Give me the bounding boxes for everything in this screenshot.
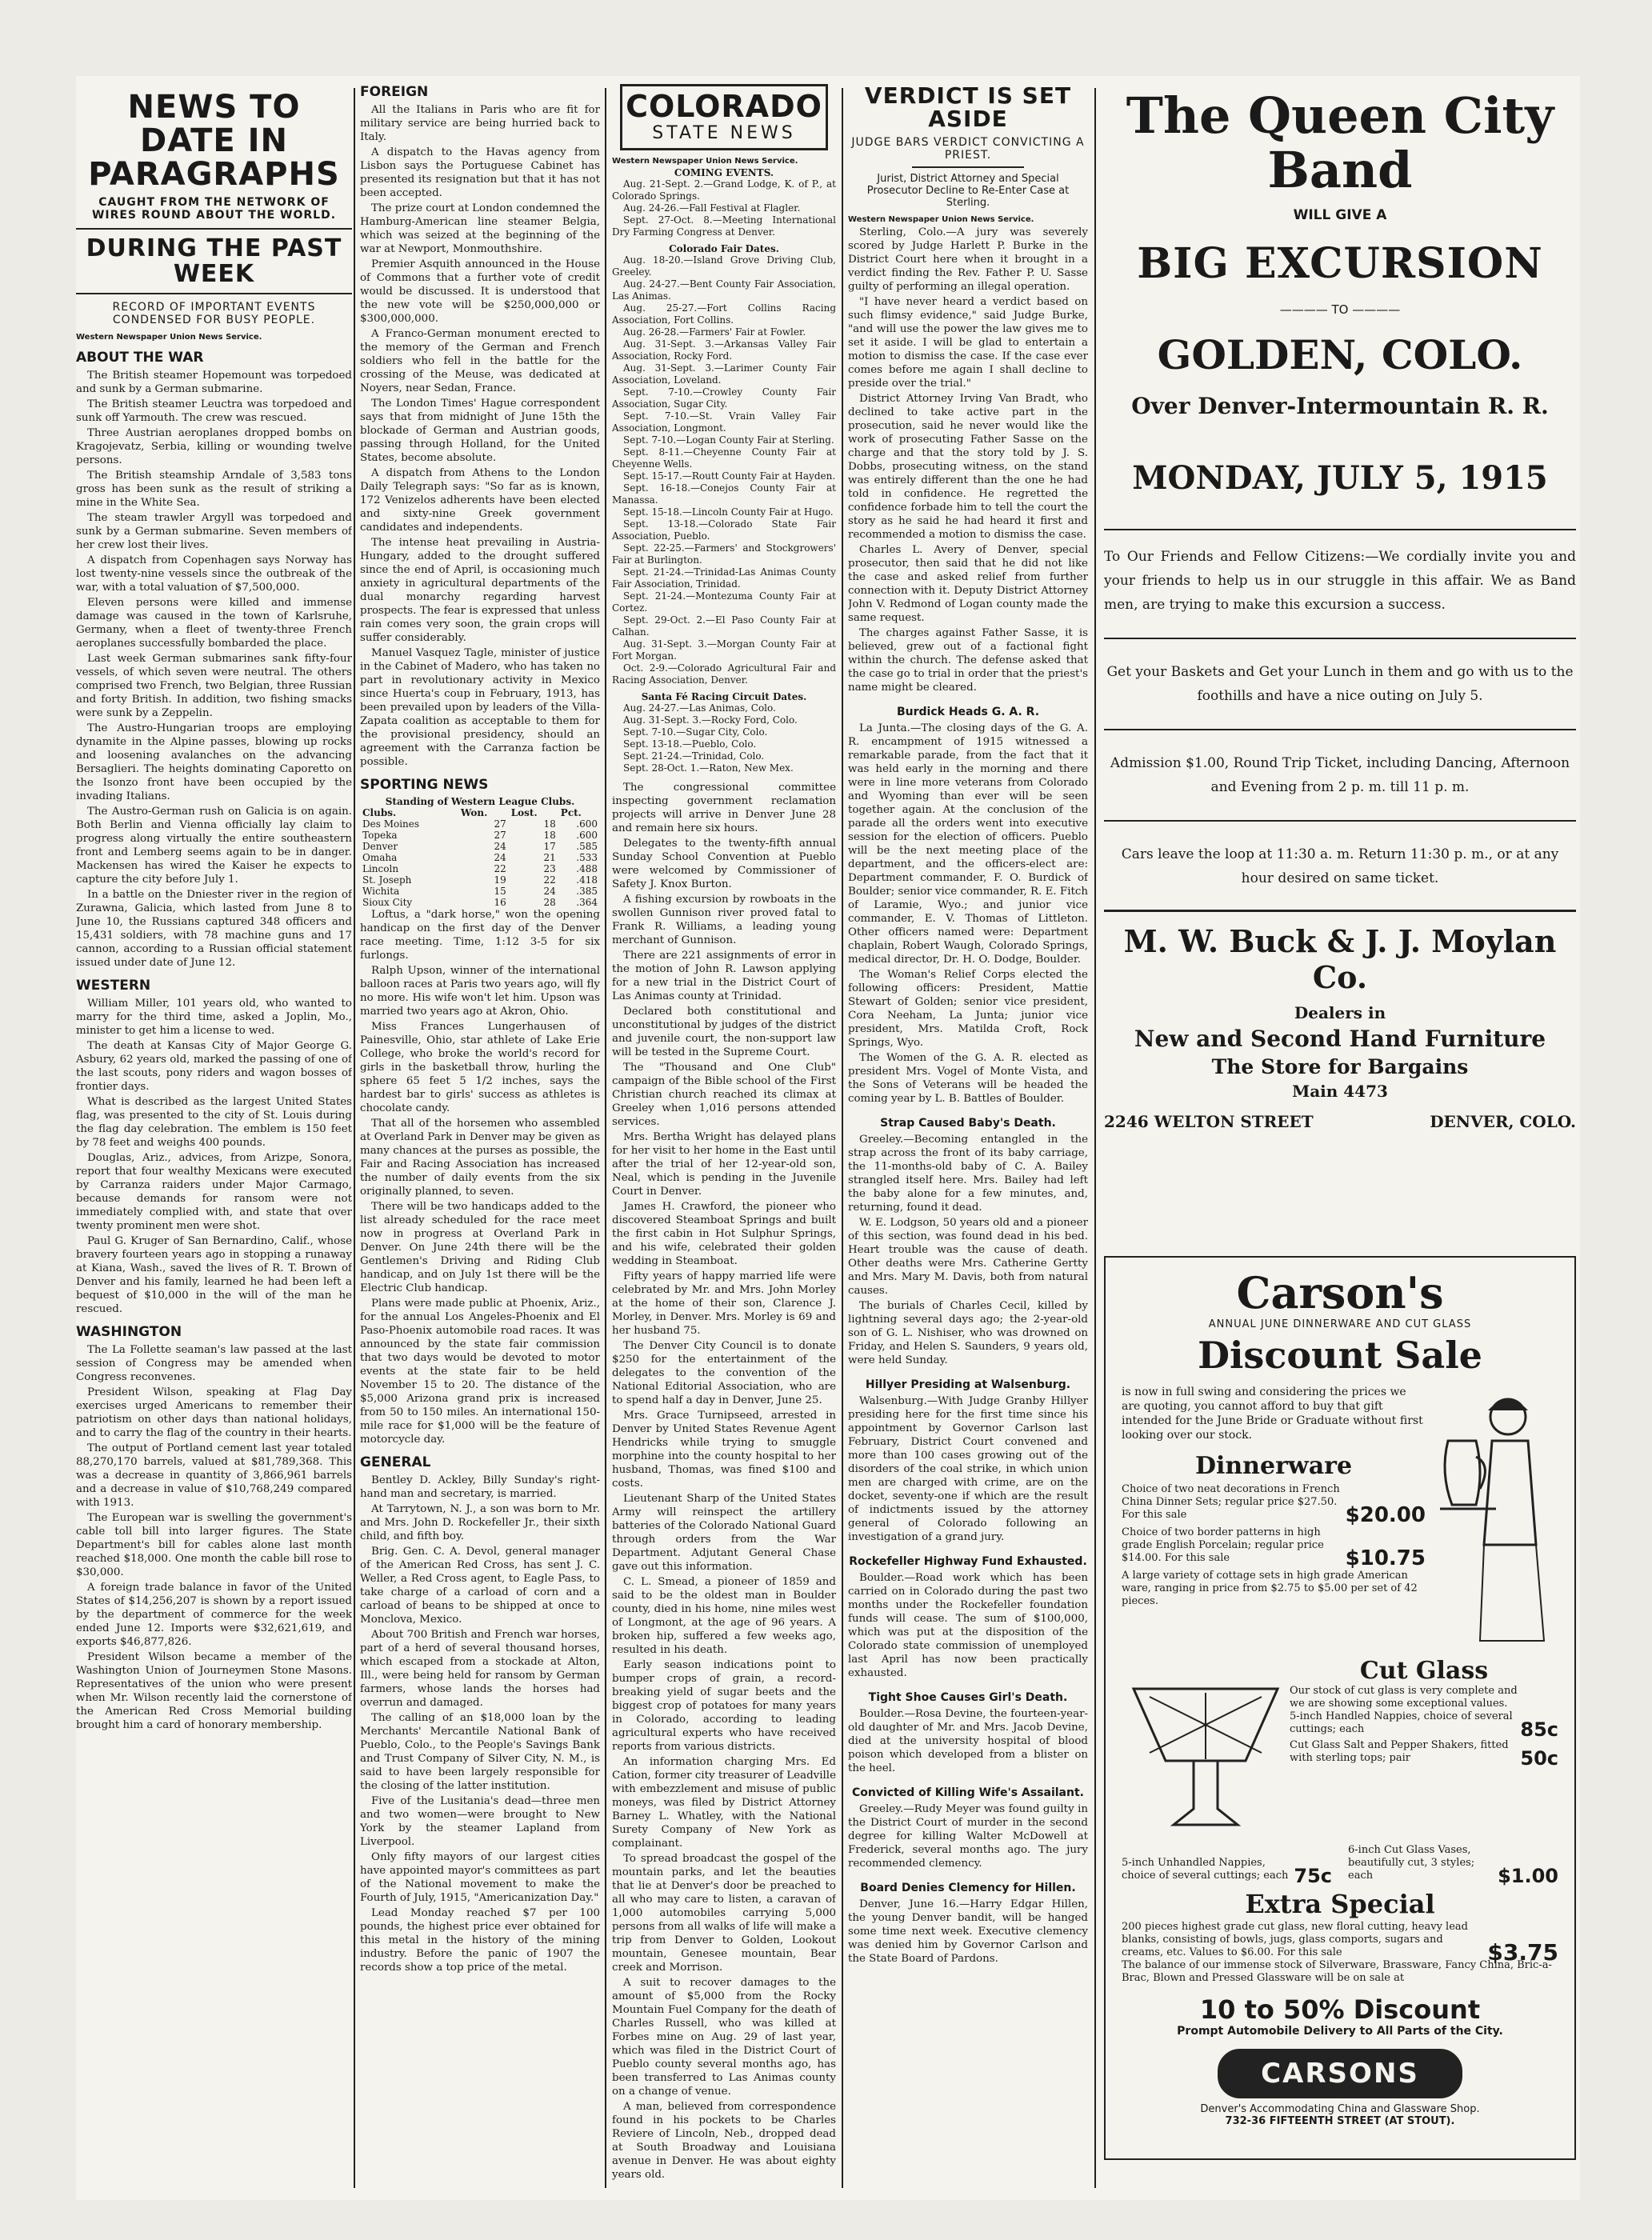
table-cell: 24	[494, 841, 506, 852]
verdict-deck-2: Jurist, District Attorney and Special Prosecutor Decline to Re-Enter Case at Sterling.	[866, 172, 1070, 209]
table-cell: 27	[494, 818, 506, 830]
strap-head: Strap Caused Baby's Death.	[880, 1116, 1056, 1130]
divider	[1104, 638, 1576, 639]
street-address: 2246 WELTON STREET	[1104, 1112, 1314, 1132]
paragraph: Early season indications point to bumper crops of grain, a record-breaking yield of sugar beets and the biggest crop of potatoes for many years in Colorado, according to leading agricultural experts who have received reports from various districts.	[612, 1658, 836, 1753]
paragraph: Mrs. Grace Turnipseed, arrested in Denver by United States Revenue Agent Hendricks while trying to smuggle morphine into the county hospital to her husband, Thomas, was fined $100 and costs.	[612, 1409, 836, 1490]
paragraph: A foreign trade balance in favor of the United States of $14,256,207 is shown by a report issued by the department of commerce for the week ended June 12. Imports were $32,621,619, and exports $46,877,826.	[76, 1582, 352, 1648]
paragraph: Fifty years of happy married life were celebrated by Mr. and Mrs. John Morley at the home of their son, Clarence J. Morley, in Denver. Mrs. Morley is 69 and her husband 75.	[612, 1270, 836, 1337]
paragraph: The European war is swelling the government's cable toll bill into larger figures. The State Department's bill for cables alone last month reached $18,000. One month the cable bill rose to $30,000.	[76, 1512, 352, 1578]
standings-col-head: Clubs.	[362, 807, 397, 818]
western-paragraphs	[76, 997, 352, 1316]
paragraph: The Woman's Relief Corps elected the following officers: President, Mattie Stewart of Golden; senior vice president, Cora Neeham, La Junta; junior vice president, Mrs. Matilda Croft, Rock Springs, Wyo.	[848, 968, 1088, 1049]
masthead-subtitle: STATE NEWS	[652, 122, 796, 143]
board-paragraphs	[848, 1898, 1088, 1966]
carsons-intro: is now in full swing and considering the prices we are quoting, you cannot afford to buy that gift intended for the June Bride or Graduate without first looking over our stock.	[1122, 1386, 1423, 1442]
paragraph: The Women of the G. A. R. elected as president Mrs. Vogel of Monte Vista, and the Sons of Veterans will be headed the coming year by L. B. Battles of Boulder.	[848, 1051, 1088, 1105]
paragraph: At Tarrytown, N. J., a son was born to Mr. and Mrs. John D. Rockefeller Jr., their sixth child, and fifth boy.	[360, 1503, 600, 1542]
dinner-offer-2: Choice of two border patterns in high grade English Porcelain; regular price $14.00. For this sale	[1122, 1526, 1324, 1564]
banner-headline: NEWS TO DATE IN PARAGRAPHS	[88, 89, 340, 193]
carsons-address: 732-36 FIFTEENTH STREET (AT STOUT).	[1225, 2115, 1455, 2127]
discount-range: 10 to 50% Discount	[1199, 1994, 1481, 2025]
column-news-to-date	[76, 84, 352, 2196]
paragraph: Boulder.—Rosa Devine, the fourteen-year-old daughter of Mr. and Mrs. Jacob Devine, died at the university hospital of blood poison which developed from a blister on the heel.	[848, 1707, 1088, 1774]
wire-service: Western Newspaper Union News Service.	[76, 333, 262, 342]
table-cell: 24	[494, 852, 506, 863]
table-row	[360, 874, 600, 886]
carsons-annual: ANNUAL JUNE DINNERWARE AND CUT GLASS	[1208, 1318, 1472, 1330]
paragraph: Greeley.—Rudy Meyer was found guilty in the District Court of murder in the second degree for killing Walter McDowell at Frederick, several months ago. The jury recommended clemency.	[848, 1802, 1088, 1870]
standings-col-head: Pct.	[560, 807, 582, 818]
event-line: Aug. 31-Sept. 3.—Morgan County Fair at Fort Morgan.	[612, 638, 836, 662]
event-line: Sept. 29-Oct. 2.—El Paso County Fair at Calhan.	[612, 614, 836, 638]
event-line: Aug. 24-27.—Las Animas, Colo.	[623, 702, 776, 714]
santa-fe-dates	[612, 702, 836, 774]
column-rule	[354, 88, 355, 2188]
paragraph: Delegates to the twenty-fifth annual Sunday School Convention at Pueblo were welcomed by Commissioner of Safety J. Knox Burton.	[612, 837, 836, 890]
paragraph: Manuel Vasquez Tagle, minister of justice in the Cabinet of Madero, who has taken no part in revolutionary activity in Mexico since Huerta's coup in February, 1913, has been prevailed upon by leaders of the Villa-Zapata coalition as acceptable to them for the provisional presidency, should an agreement with the Carranza faction be possible.	[360, 647, 600, 768]
band-title-2: Band	[1267, 141, 1413, 200]
standings-table	[360, 807, 600, 908]
dinner-offer-1: Choice of two neat decorations in French China Dinner Sets; regular price $27.50. For this sale	[1122, 1483, 1340, 1521]
table-cell: .600	[576, 818, 598, 830]
masthead-box	[620, 84, 828, 150]
table-cell: 22	[543, 874, 556, 886]
coming-events	[612, 178, 836, 238]
column-verdict	[848, 84, 1088, 2196]
event-line: Sept. 13-18.—Pueblo, Colo.	[623, 738, 757, 750]
paragraph: "I have never heard a verdict based on such flimsy evidence," said Judge Burke, "and will use the power the law gives me to set it aside. I will be glad to entertain a motion to dismiss the case. If the case ever comes before me again I shall decline to preside over the trial."	[848, 295, 1088, 390]
standings-col-head: Won.	[460, 807, 488, 818]
paragraph: An information charging Mrs. Ed Cation, former city treasurer of Leadville with embezzlement and misuse of public moneys, was filed by District Attorney Barney L. Whatley, with the National Surety Company of New York as complainant.	[612, 1755, 836, 1850]
paragraph: District Attorney Irving Van Bradt, who declined to take active part in the prosecution, said he never would like the work of prosecuting Father Sasse on the charge and that the story told by J. S. Dobbs, prosecuting witness, on the stand was entirely different than the one he had told in confidence. He regretted the confidence forbade him to tell the court the story as he said he had heard it first and recommended a motion to dismiss the case.	[848, 392, 1088, 541]
table-cell: 24	[543, 886, 556, 897]
paragraph: There will be two handicaps added to the list already scheduled for the race meet now in progress at Overland Park in Denver. On June 24th there will be the Gentlemen's Driving and Riding Club handicap, and on July 1st there will be the Electric Club handicap.	[360, 1201, 600, 1294]
section-head-war: ABOUT THE WAR	[76, 350, 204, 366]
table-cell: .585	[576, 841, 598, 852]
event-line: Sept. 15-18.—Lincoln County Fair at Hugo.	[623, 506, 834, 518]
carsons-tagline: Denver's Accommodating China and Glassware Shop.	[1200, 2103, 1480, 2115]
glass-price-2: 50c	[1520, 1747, 1558, 1770]
board-head: Board Denies Clemency for Hillen.	[860, 1881, 1076, 1894]
verdict-paragraphs	[848, 226, 1088, 694]
divider	[76, 228, 352, 230]
paragraph: About 700 British and French war horses, part of a herd of several thousand horses, which escaped from a stockade at Alton, Ill., were being held for ransom by German farmers, whose lands the horses had overrun and damaged.	[360, 1629, 600, 1709]
paragraph: President Wilson, speaking at Flag Day exercises urged Americans to remember their patriotism on other days than national holidays, and to carry the flag of the country in their hearts.	[76, 1386, 352, 1439]
table-cell: Wichita	[362, 886, 400, 897]
event-line: Aug. 24-26.—Fall Festival at Flagler.	[623, 202, 801, 214]
illustration-svg	[1432, 1385, 1552, 1649]
bowl-svg	[1126, 1657, 1286, 1841]
paragraph: The congressional committee inspecting government reclamation projects will arrive in Denver June 28 and remain here six hours.	[612, 781, 836, 834]
column-colorado-state-news	[612, 84, 836, 2196]
paragraph: Greeley.—Becoming entangled in the strap across the front of its baby carriage, the 11-months-old baby of C. A. Bailey strangled itself here. Mrs. Bailey had left the baby alone for a few minutes, and, returning, found it dead.	[848, 1133, 1088, 1214]
paragraph: Three Austrian aeroplanes dropped bombs on Kragojevatz, Serbia, killing or wounding twelve persons.	[76, 427, 352, 466]
dinner-offer-3: A large variety of cottage sets in high grade American ware, ranging in price from $2.75 to $5.00 per set of 42 pieces.	[1122, 1570, 1418, 1607]
event-line: Aug. 18-20.—Island Grove Driving Club, Greeley.	[612, 254, 836, 278]
wire-service: Western Newspaper Union News Service.	[848, 214, 1034, 224]
glass-price-1: 85c	[1520, 1718, 1558, 1741]
table-cell: 28	[543, 897, 556, 908]
column-rule	[1094, 88, 1096, 2188]
paragraph: Plans were made public at Phoenix, Ariz., for the annual Los Angeles-Phoenix and El Paso-Phoenix automobile road races. It was announced by the state fair commission that two days would be devoted to motor events at the state fair to be held November 15 to 20. The distance of the $5,000 Arizona grand prix is increased from 50 to 150 miles. An international 150-mile race for $1,000 will be the feature of motorcycle day.	[360, 1298, 600, 1446]
paragraph: The intense heat prevailing in Austria-Hungary, added to the drought suffered since the end of April, is occasioning much anxiety in agricultural departments of the dual monarchy regarding harvest prospects. The fear is expressed that unless rain comes very soon, the grain crops will suffer considerably.	[360, 537, 600, 644]
phone-number: Main 4473	[1292, 1082, 1388, 1102]
paragraph: Lieutenant Sharp of the United States Army will reinspect the artillery batteries of the Colorado National Guard through orders from the War Department. Adjutant General Chase gave out this information.	[612, 1492, 836, 1573]
table-cell: .418	[576, 874, 598, 886]
paragraph: W. E. Lodgson, 50 years old and a pioneer of this section, was found dead in his bed. Heart trouble was the cause of death. Other deaths were Mrs. Catherine Gertty and Mrs. Mary M. Davis, both from natural causes.	[848, 1216, 1088, 1297]
paragraph: Boulder.—Road work which has been carried on in Colorado during the past two months under the Rockefeller foundation funds will cease. The sum of $100,000, which was put at the disposition of the Colorado state commission of unemployed last April has now been practically exhausted.	[848, 1571, 1088, 1679]
paragraph: A fishing excursion by rowboats in the swollen Gunnison river proved fatal to Frank R. Williams, a leading young merchant of Gunnison.	[612, 893, 836, 946]
paragraph: Douglas, Ariz., advices, from Arizpe, Sonora, report that four wealthy Mexicans were executed by Carranza raiders under Major Carmago, because demands for ransom were not immediately complied with, and state that over twenty prominent men were shot.	[76, 1152, 352, 1232]
burdick-paragraphs	[848, 722, 1088, 1106]
divider	[912, 166, 1024, 168]
to-text: TO	[1331, 302, 1349, 318]
paragraph: A dispatch from Copenhagen says Norway has lost twenty-nine vessels since the outbreak of the war, with a total valuation of $7,500,000.	[76, 554, 352, 594]
divider	[1104, 820, 1576, 822]
paragraph: The London Times' Hague correspondent says that from midnight of June 15th the blockade of German and Austrian goods, passing through Holland, for the United States, become absolute.	[360, 398, 600, 464]
section-head-washington: WASHINGTON	[76, 1324, 182, 1340]
furniture-firm: M. W. Buck & J. J. Moylan Co.	[1123, 923, 1557, 996]
convicted-paragraphs	[848, 1802, 1088, 1870]
paragraph: The death at Kansas City of Major George G. Asbury, 62 years old, marked the passing of one of the last scouts, pony riders and wagon bosses of frontier days.	[76, 1040, 352, 1093]
paragraph: William Miller, 101 years old, who wanted to marry for the third time, asked a Joplin, Mo., minister to get him a license to wed.	[76, 998, 352, 1037]
event-line: Sept. 16-18.—Conejos County Fair at Manassa.	[612, 482, 836, 506]
paragraph: C. L. Smead, a pioneer of 1859 and said to be the oldest man in Boulder county, died in his home, nine miles west of Longmont, at the age of 96 years. A broken hip, suffered a few weeks ago, resulted in his death.	[612, 1575, 836, 1656]
table-cell: .488	[576, 863, 598, 874]
event-line: Aug. 21-Sept. 2.—Grand Lodge, K. of P., at Colorado Springs.	[612, 178, 836, 202]
delivery-note: Prompt Automobile Delivery to All Parts of the City.	[1177, 2025, 1503, 2038]
glass-offer-4: 6-inch Cut Glass Vases, beautifully cut, 3 styles; each	[1348, 1844, 1475, 1882]
wire-service: Western Newspaper Union News Service.	[612, 156, 798, 166]
paragraph: The steam trawler Argyll was torpedoed and sunk by a German submarine. Seven members of her crew lost their lives.	[76, 512, 352, 551]
strap-paragraphs	[848, 1133, 1088, 1367]
event-line: Sept. 21-24.—Trinidad-Las Animas County Fair Association, Trinidad.	[612, 566, 836, 590]
table-cell: 15	[494, 886, 506, 897]
section-head-general: GENERAL	[360, 1454, 431, 1470]
verdict-headline: VERDICT IS SET ASIDE	[864, 84, 1072, 133]
paragraph: Bentley D. Ackley, Billy Sunday's right-hand man and secretary, is married.	[360, 1474, 600, 1500]
santa-fe-head: Santa Fé Racing Circuit Dates.	[641, 690, 807, 702]
paragraph: To spread broadcast the gospel of the mountain parks, and let the beauties that lie at Denver's door be preached to all who may care to listen, a caravan of 1,000 automobiles carrying 5,000 persons from all walks of life will make a trip from Denver to Golden, Lookout mountain, Genesee mountain, Bear creek and Morrison.	[612, 1852, 836, 1974]
shoe-paragraphs	[848, 1707, 1088, 1775]
paragraph: The Denver City Council is to donate $250 for the entertainment of the delegates to the convention of the National Editorial Association, who are to spend half a day in Denver, June 25.	[612, 1339, 836, 1406]
paragraph: Premier Asquith announced in the House of Commons that a further vote of credit would be discussed. It is understood that the new vote will be $250,000,000 or $300,000,000.	[360, 258, 600, 325]
table-row	[360, 863, 600, 874]
paragraph: Paul G. Kruger of San Bernardino, Calif., whose bravery fourteen years ago in stopping a runaway at Kiana, Wash., saved the lives of R. T. Brown of Denver and his family, learned he had been left a bequest of $10,000 in the will of the man he rescued.	[76, 1235, 352, 1315]
deck: CAUGHT FROM THE NETWORK OF WIRES ROUND ABOUT THE WORLD.	[91, 196, 337, 222]
table-cell: Sioux City	[362, 897, 413, 908]
paragraph: The La Follette seaman's law passed at the last session of Congress may be amended when Congress reconvenes.	[76, 1344, 352, 1383]
store-slogan: The Store for Bargains	[1211, 1055, 1469, 1079]
state-paragraphs	[612, 781, 836, 2182]
paragraph: The British steamship Arndale of 3,583 tons gross has been sunk as the result of striking a mine in the White Sea.	[76, 470, 352, 509]
paragraph: Declared both constitutional and unconstitutional by judges of the district and juvenile court, the non-support law will be tested in the Supreme Court.	[612, 1005, 836, 1058]
table-cell: 18	[543, 830, 556, 841]
war-paragraphs	[76, 369, 352, 970]
paragraph: La Junta.—The closing days of the G. A. R. encampment of 1915 witnessed a remarkable parade, from the fact that it was held early in the morning and there were in line more veterans from Colorado and Wyoming than ever will be seen together again. At the conclusion of the parade all the orders went into executive session for the election of officers. Pueblo will be the next meeting place of the department, and the officers-elect are: Department commander, F. O. Burdick of Boulder; senior vice commander, R. E. Fitch of Laramie, Wyo.; and junior vice commander, E. V. Thomas of Littleton. Other officers named were: Department chaplain, Robert Waugh, Colorado Springs, medical director, Dr. H. O. Dodge, Boulder.	[848, 722, 1088, 966]
standings-col-head: Lost.	[510, 807, 538, 818]
paragraph: The burials of Charles Cecil, killed by lightning several days ago; the 2-year-old son of G. L. Nishiser, who was drowned on Friday, and Helen S. Saunders, 9 years old, were held Sunday.	[848, 1299, 1088, 1366]
paragraph: Only fifty mayors of our largest cities have appointed mayor's committees as part of the National movement to make the Fourth of July, 1915, "Americanization Day."	[360, 1851, 600, 1904]
paragraph: A suit to recover damages to the amount of $5,000 from the Rocky Mountain Fuel Company for the death of Charles Russell, who was killed at Forbes mine on Aug. 29 of last year, which was filed in the District Court of Pueblo county several months ago, has been transferred to Las Animas county on a change of venue.	[612, 1976, 836, 2098]
event-line: Sept. 7-10.—Logan County Fair at Sterling.	[623, 434, 834, 446]
paragraph: James H. Crawford, the pioneer who discovered Steamboat Springs and built the first cabin in Hot Sulphur Springs, and his wife, celebrated their golden wedding in Steamboat.	[612, 1200, 836, 1267]
divider	[76, 293, 352, 294]
glass-price-3: 75c	[1294, 1865, 1332, 1887]
will-give: WILL GIVE A	[1293, 207, 1387, 224]
glass-offer-1: Our stock of cut glass is very complete and we are showing some exceptional values. 5-inch Handled Nappies, choice of several cuttings; each	[1290, 1685, 1518, 1735]
city-address: DENVER, COLO.	[1430, 1112, 1576, 1132]
event-line: Sept. 8-11.—Cheyenne County Fair at Cheyenne Wells.	[612, 446, 836, 470]
rockefeller-head: Rockefeller Highway Fund Exhausted.	[849, 1554, 1087, 1568]
paragraph: All the Italians in Paris who are fit for military service are being hurried back to Italy.	[360, 104, 600, 143]
paragraph: Mrs. Bertha Wright has delayed plans for her visit to her home in the East until after the trial of her 12-year-old son, Neal, which is pending in the Juvenile Court in Denver.	[612, 1130, 836, 1198]
shoe-head: Tight Shoe Causes Girl's Death.	[868, 1690, 1068, 1704]
event-line: Sept. 21-24.—Trinidad, Colo.	[623, 750, 765, 762]
section-head-sporting: SPORTING NEWS	[360, 777, 489, 793]
carsons-ad	[1104, 1256, 1576, 2160]
paragraph: Loftus, a "dark horse," won the opening handicap on the first day of the Denver race meeting. Time, 1:12 3-5 for six furlongs.	[360, 909, 600, 962]
convicted-head: Convicted of Killing Wife's Assailant.	[852, 1786, 1084, 1799]
event-line: Oct. 2-9.—Colorado Agricultural Fair and Racing Association, Denver.	[612, 662, 836, 686]
event-line: Sept. 7-10.—Crowley County Fair Association, Sugar City.	[612, 386, 836, 410]
dinner-price-2: $10.75	[1345, 1546, 1426, 1570]
paragraph: A dispatch from Athens to the London Daily Telegraph says: "So far as is known, 172 Venizelos adherents have been elected and sixty-nine Greek government candidates and independents.	[360, 467, 600, 534]
paragraph: In a battle on the Dniester river in the region of Zurawna, Galicia, which lasted from June 8 to June 10, the Russians captured 348 officers and 15,431 soldiers, with 78 machine guns and 17 cannon, according to a Russian official statement issued under date of June 12.	[76, 889, 352, 969]
table-cell: 23	[543, 863, 556, 874]
table-cell: 21	[543, 852, 556, 863]
banner-headline-2: DURING THE PAST WEEK	[86, 234, 342, 288]
paragraph: Last week German submarines sank fifty-four vessels, of which seven were neutral. The others comprised two French, two Belgian, three Russian and forty British. In addition, two fishing smacks were sunk by a Zeppelin.	[76, 653, 352, 719]
fair-dates-head: Colorado Fair Dates.	[669, 242, 779, 254]
glass-offer-3: 5-inch Unhandled Nappies, choice of several cuttings; each	[1122, 1857, 1289, 1882]
event-line: Sept. 13-18.—Colorado State Fair Association, Pueblo.	[612, 518, 836, 542]
event-line: Aug. 24-27.—Bent County Fair Association, Las Animas.	[612, 278, 836, 302]
column-rule	[842, 88, 843, 2188]
big-excursion: BIG EXCURSION	[1137, 239, 1543, 289]
table-row	[360, 841, 600, 852]
event-line: Sept. 28-Oct. 1.—Raton, New Mex.	[623, 762, 794, 774]
table-cell: Lincoln	[362, 863, 399, 874]
paragraph: Denver, June 16.—Harry Edgar Hillen, the young Denver bandit, will be hanged some time next week. Executive clemency was denied him by Governor Carlson and the State Board of Pardons.	[848, 1898, 1088, 1965]
band-cars: Cars leave the loop at 11:30 a. m. Return 11:30 p. m., or at any hour desired on same ticket.	[1121, 846, 1559, 887]
table-cell: 19	[494, 874, 506, 886]
table-cell: Omaha	[362, 852, 398, 863]
table-cell: Topeka	[362, 830, 398, 841]
extra-price-1: $3.75	[1487, 1939, 1558, 1966]
table-cell: Denver	[362, 841, 398, 852]
table-cell: 18	[543, 818, 556, 830]
woman-with-pitcher-illustration	[1426, 1385, 1558, 1652]
furniture-line: New and Second Hand Furniture	[1134, 1026, 1546, 1053]
paragraph: President Wilson became a member of the Washington Union of Journeymen Stone Masons. Representatives of the union who were present when Mr. Wilson recently laid the cornerstone of the American Red Cross Memorial building brought him a card of honorary membership.	[76, 1651, 352, 1731]
washington-paragraphs	[76, 1343, 352, 1732]
to-label: ———— TO ————	[1279, 302, 1401, 318]
paragraph: What is described as the largest United States flag, was presented to the city of St. Louis during the flag day celebration. The emblem is 150 feet by 78 feet and weighs 400 pounds.	[76, 1096, 352, 1149]
paragraph: The prize court at London condemned the Hamburg-American line steamer Belgia, which was seized at the beginning of the war at Newport, Monmouthshire.	[360, 202, 600, 255]
paragraph: A dispatch to the Havas agency from Lisbon says the Portuguese Cabinet has presented its resignation but that it has not been accepted.	[360, 146, 600, 199]
paragraph: The charges against Father Sasse, it is believed, grew out of a factional fight within the church. The defense asked that the case go to trial in order that the priest's name might be cleared.	[848, 626, 1088, 694]
burdick-head: Burdick Heads G. A. R.	[896, 705, 1040, 718]
band-invitation: To Our Friends and Fellow Citizens:—We cordially invite you and your friends to help us in our struggle in this affair. We as Band men, are trying to make this excursion a success.	[1104, 549, 1576, 614]
column-foreign	[360, 84, 600, 2196]
event-line: Sept. 27-Oct. 8.—Meeting International Dry Farming Congress at Denver.	[612, 214, 836, 238]
newspaper-page	[76, 76, 1580, 2200]
paragraph: The Austro-German rush on Galicia is on again. Both Berlin and Vienna officially lay claim to progress along virtually the entire southeastern front and Lemberg seems again to be in danger. Mackensen has wired the Kaiser he expects to capture the city before July 1.	[76, 806, 352, 886]
paragraph: The output of Portland cement last year totaled 88,270,170 barrels, valued at $81,789,368. This was a decrease in quantity of 3,866,961 barrels and a decrease in value of $10,768,249 compared with 1913.	[76, 1442, 352, 1509]
table-cell: 17	[543, 841, 556, 852]
table-cell: 16	[494, 897, 506, 908]
standing-title: Standing of Western League Clubs.	[385, 796, 575, 807]
event-line: Sept. 15-17.—Routt County Fair at Hayden.	[623, 470, 836, 482]
event-line: Aug. 25-27.—Fort Collins Racing Association, Fort Collins.	[612, 302, 836, 326]
deck-2: RECORD OF IMPORTANT EVENTS CONDENSED FOR BUSY PEOPLE.	[112, 301, 316, 326]
paragraph: There are 221 assignments of error in the motion of John R. Lawson applying for a new trial in the District Court of Las Animas county at Trinidad.	[612, 949, 836, 1002]
paragraph: Charles L. Avery of Denver, special prosecutor, then said that he did not like the case and asked relief from further connection with it. Deputy District Attorney John V. Redmond of Logan county made the same request.	[848, 543, 1088, 624]
paragraph: The Austro-Hungarian troops are employing dynamite in the Alpine passes, blowing up rocks and loosening avalanches on the advancing Bersaglieri. The heights dominating Caporetto on the Isonzo front have been occupied by the invading Italians.	[76, 722, 352, 802]
paragraph: Eleven persons were killed and immense damage was caused in the town of Karlsruhe, Germany, when a fleet of twenty-three French aeroplanes successfully bombarded the place.	[76, 597, 352, 650]
section-head-western: WESTERN	[76, 978, 151, 994]
dinner-price-1: $20.00	[1345, 1503, 1426, 1527]
paragraph: Lead Monday reached $7 per 100 pounds, the highest price ever obtained for this metal in the history of the mining industry. Before the panic of 1907 the records show a top price of the metal.	[360, 1907, 600, 1974]
paragraph: The "Thousand and One Club" campaign of the Bible school of the First Christian church reached its climax at Greeley when 1,016 persons attended services.	[612, 1061, 836, 1128]
table-row	[360, 852, 600, 863]
table-cell: Des Moines	[362, 818, 420, 830]
event-line: Aug. 31-Sept. 3.—Arkansas Valley Fair Association, Rocky Ford.	[612, 338, 836, 362]
railroad: Over Denver-Intermountain R. R.	[1131, 393, 1549, 420]
hillyer-paragraphs	[848, 1394, 1088, 1544]
foreign-paragraphs	[360, 103, 600, 769]
column-rule	[605, 88, 606, 2188]
band-excursion-ad	[1104, 84, 1576, 1248]
carsons-name: Carson's	[1236, 1267, 1444, 1318]
table-cell: 22	[494, 863, 506, 874]
glass-price-4: $1.00	[1498, 1865, 1558, 1887]
carsons-logo: CARSONS	[1218, 2049, 1462, 2098]
table-row	[360, 818, 600, 830]
table-cell: St. Joseph	[362, 874, 412, 886]
dealers-in: Dealers in	[1294, 1003, 1386, 1023]
paragraph: The calling of an $18,000 loan by the Merchants' Mercantile National Bank of Pueblo, Colo., to the People's Savings Bank and Trust Company of Silver City, N. M., is said to have been largely responsible for the closing of the latter institution.	[360, 1712, 600, 1792]
event-line: Aug. 26-28.—Farmers' Fair at Fowler.	[623, 326, 806, 338]
paragraph: That all of the horsemen who assembled at Overland Park in Denver may be given as many chances at the purses as possible, the Fair and Racing Association has increased the number of daily events from the six originally planned, to seven.	[360, 1118, 600, 1198]
cut-glass-head: Cut Glass	[1359, 1657, 1489, 1685]
band-admission: Admission $1.00, Round Trip Ticket, including Dancing, Afternoon and Evening from 2 p. m. till 11 p. m.	[1110, 755, 1570, 796]
furniture-address	[1104, 1112, 1576, 1131]
general-paragraphs	[360, 1474, 600, 1974]
carsons-sale: Discount Sale	[1198, 1334, 1482, 1377]
excursion-date: MONDAY, JULY 5, 1915	[1132, 459, 1548, 498]
sporting-paragraphs	[360, 908, 600, 1446]
glass-offer-2: Cut Glass Salt and Pepper Shakers, fitted with sterling tops; pair	[1290, 1739, 1509, 1764]
band-lunch: Get your Baskets and Get your Lunch in them and go with us to the foothills and have a nice outing on July 5.	[1106, 664, 1574, 705]
masthead-title: COLORADO	[626, 89, 822, 124]
event-line: Aug. 31-Sept. 3.—Larimer County Fair Association, Loveland.	[612, 362, 836, 386]
table-row	[360, 830, 600, 841]
event-line: Sept. 7-10.—St. Vrain Valley Fair Association, Longmont.	[612, 410, 836, 434]
event-line: Sept. 7-10.—Sugar City, Colo.	[623, 726, 768, 738]
paragraph: A man, believed from correspondence found in his pockets to be Charles Reviere of Lincoln, Neb., dropped dead at South Broadway and Louisiana avenue in Denver. He was about eighty years old.	[612, 2100, 836, 2181]
event-line: Aug. 31-Sept. 3.—Rocky Ford, Colo.	[623, 714, 798, 726]
paragraph: Sterling, Colo.—A jury was severely scored by Judge Harlett P. Burke in the District Court here when it brought in a verdict finding the Rev. Father P. U. Sasse guilty of performing an illegal operation.	[848, 226, 1088, 293]
table-cell: 27	[494, 830, 506, 841]
paragraph: A Franco-German monument erected to the memory of the German and French soldiers who fell in the battle for the crossing of the Meuse, was dedicated at Noyers, near Sedan, France.	[360, 328, 600, 394]
band-title: The Queen City	[1126, 86, 1554, 145]
dinnerware-head: Dinnerware	[1194, 1452, 1353, 1480]
table-cell: .533	[576, 852, 598, 863]
divider	[1104, 729, 1576, 730]
paragraph: The British steamer Hopemount was torpedoed and sunk by a German submarine.	[76, 370, 352, 395]
rockefeller-paragraphs	[848, 1571, 1088, 1680]
table-cell: .364	[576, 897, 598, 908]
extra-offer-2: The balance of our immense stock of Silverware, Brassware, Fancy China, Bric-a-Brac, Blown and Pressed Glassware will be on sale at	[1122, 1959, 1552, 1984]
table-row	[360, 886, 600, 897]
extra-special-head: Extra Special	[1245, 1889, 1435, 1919]
paragraph: Ralph Upson, winner of the international balloon races at Paris two years ago, will fly no more. His wife won't let him. Upson was married two years ago at Akron, Ohio.	[360, 965, 600, 1018]
paragraph: Walsenburg.—With Judge Granby Hillyer presiding here for the first time since his appointment by Governor Carlson last February, District Court convened and more than 100 cases growing out of the disorders of the coal strike, in which union men are charged with crime, are on the docket, seventy-one if which are the result of indictments issued by the attorney general of Colorado following an investigation of a grand jury.	[848, 1394, 1088, 1543]
section-head-foreign: FOREIGN	[360, 84, 429, 100]
paragraph: Five of the Lusitania's dead—three men and two women—were brought to New York by the steamer Lapland from Liverpool.	[360, 1795, 600, 1848]
paragraph: Miss Frances Lungerhausen of Painesville, Ohio, star athlete of Lake Erie College, who broke the world's record for girls in the basketball throw, hurling the sphere 65 feet 5 1/2 inches, says the hardest bar to girls' success as athletes is chocolate candy.	[360, 1021, 600, 1114]
event-line: Sept. 21-24.—Montezuma County Fair at Cortez.	[612, 590, 836, 614]
table-cell: .600	[576, 830, 598, 841]
cut-glass-bowl-illustration	[1122, 1657, 1290, 1844]
destination: GOLDEN, COLO.	[1157, 331, 1523, 379]
hillyer-head: Hillyer Presiding at Walsenburg.	[865, 1378, 1071, 1391]
table-cell: .385	[576, 886, 598, 897]
paragraph: Brig. Gen. C. A. Devol, general manager of the American Red Cross, has sent J. C. Weller, a Red Cross agent, to Eagle Pass, to take charge of a carload of corn and a carload of beans to be shipped at once to Monclova, Mexico.	[360, 1546, 600, 1626]
coming-events-head: COMING EVENTS.	[674, 166, 774, 178]
table-row	[360, 897, 600, 908]
event-line: Sept. 22-25.—Farmers' and Stockgrowers' Fair at Burlington.	[612, 542, 836, 566]
paragraph: The British steamer Leuctra was torpedoed and sunk off Yarmouth. The crew was rescued.	[76, 398, 352, 424]
verdict-deck: JUDGE BARS VERDICT CONVICTING A PRIEST.	[851, 135, 1085, 162]
standings-header	[360, 807, 600, 818]
extra-offer-1: 200 pieces highest grade cut glass, new floral cutting, heavy lead blanks, consisting of bowls, jugs, glass comports, sugars and creams, etc. Values to $6.00. For this sale	[1122, 1921, 1468, 1958]
fair-dates	[612, 254, 836, 686]
divider	[1104, 529, 1576, 530]
